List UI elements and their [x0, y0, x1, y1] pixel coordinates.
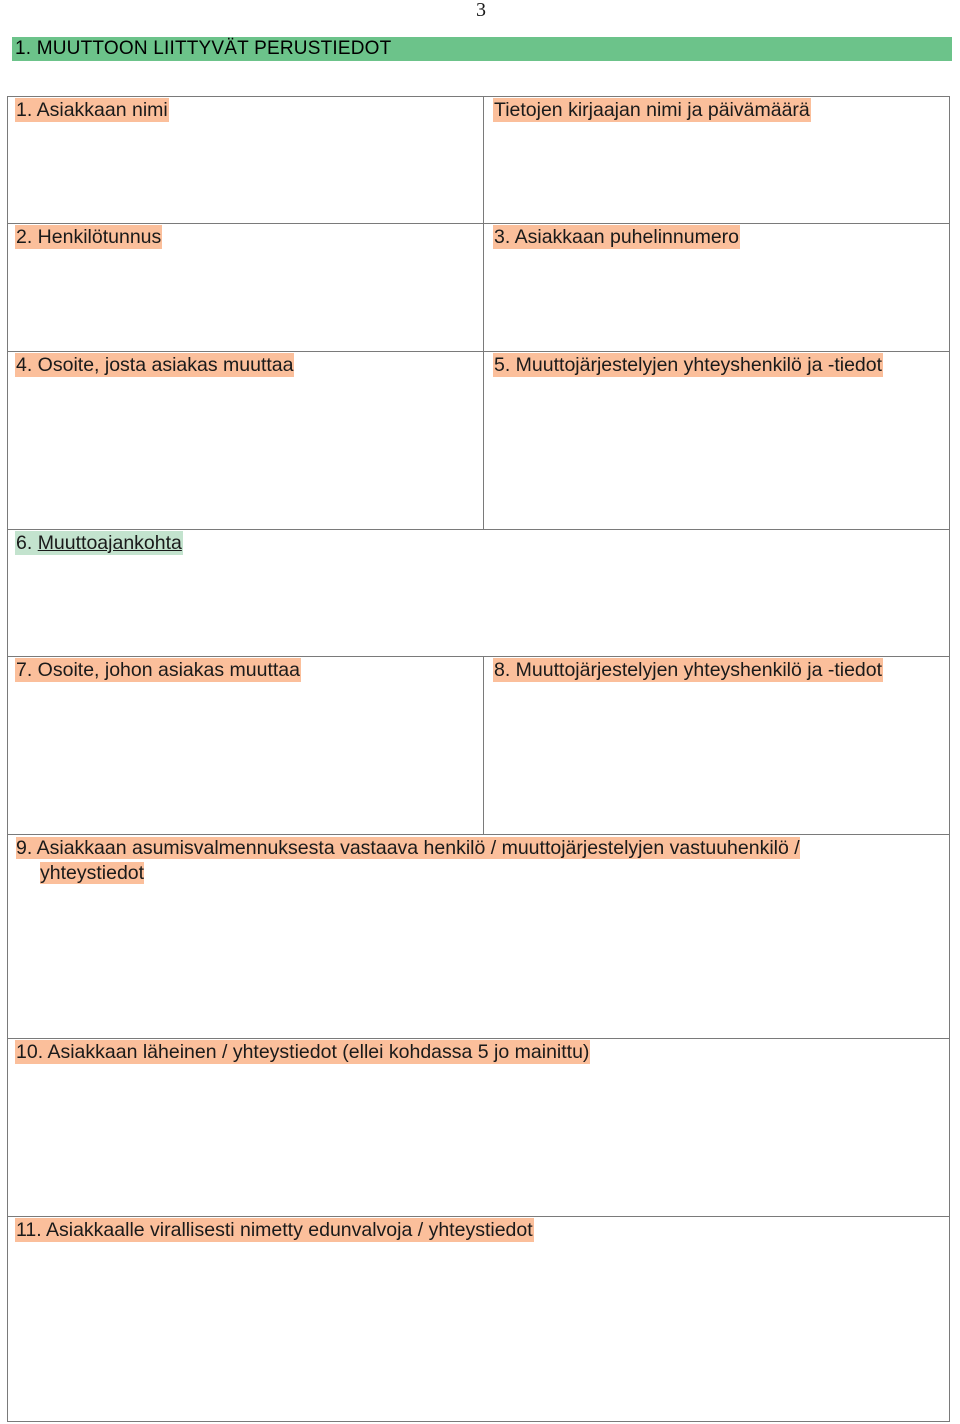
muuttoajankohta-link[interactable]: Muuttoajankohta — [37, 532, 182, 554]
field-yhteyshenkilo-8[interactable] — [485, 658, 948, 833]
label-asiakkaan-nimi: 1. Asiakkaan nimi — [16, 99, 168, 121]
label-kirjaaja: Tietojen kirjaajan nimi ja päivämäärä — [494, 99, 810, 121]
field-laheinen[interactable] — [9, 1040, 948, 1215]
form-table — [7, 96, 950, 1422]
row-divider — [8, 223, 949, 224]
column-divider — [483, 97, 484, 529]
label-edunvalvoja: 11. Asiakkaalle virallisesti nimetty edunvalvoja / yhteystiedot — [16, 1219, 533, 1241]
row-divider — [8, 1216, 949, 1217]
row-divider — [8, 529, 949, 530]
label-osoite-josta: 4. Osoite, josta asiakas muuttaa — [16, 354, 294, 376]
label-muuttoajankohta-number: 6. — [16, 532, 33, 554]
label-osoite-johon: 7. Osoite, johon asiakas muuttaa — [16, 659, 300, 681]
label-asumisvalmennus-line1: 9. Asiakkaan asumisvalmennuksesta vastaava henkilö / muuttojärjestelyjen vastuuhenkilö / — [16, 837, 800, 859]
section-title: 1. MUUTTOON LIITTYVÄT PERUSTIEDOT — [15, 38, 392, 59]
label-yhteyshenkilo-8: 8. Muuttojärjestelyjen yhteyshenkilö ja -tiedot — [494, 659, 883, 681]
label-laheinen: 10. Asiakkaan läheinen / yhteystiedot (ellei kohdassa 5 jo mainittu) — [16, 1041, 590, 1063]
row-divider — [8, 351, 949, 352]
field-osoite-johon[interactable] — [9, 658, 482, 833]
label-asumisvalmennus — [15, 836, 907, 886]
label-puhelinnumero: 3. Asiakkaan puhelinnumero — [494, 226, 739, 248]
label-muuttoajankohta — [15, 531, 183, 555]
field-osoite-josta[interactable] — [9, 353, 482, 528]
row-divider — [8, 834, 949, 835]
label-henkilotunnus: 2. Henkilötunnus — [16, 226, 162, 248]
row-divider — [8, 656, 949, 657]
field-yhteyshenkilo-5[interactable] — [485, 353, 948, 528]
page-number: 3 — [476, 0, 486, 21]
label-yhteyshenkilo-5: 5. Muuttojärjestelyjen yhteyshenkilö ja -tiedot — [494, 354, 883, 376]
label-asumisvalmennus-line2: yhteystiedot — [40, 862, 145, 884]
field-edunvalvoja[interactable] — [9, 1218, 948, 1421]
row-divider — [8, 1038, 949, 1039]
column-divider — [483, 656, 484, 834]
section-header — [12, 37, 952, 61]
